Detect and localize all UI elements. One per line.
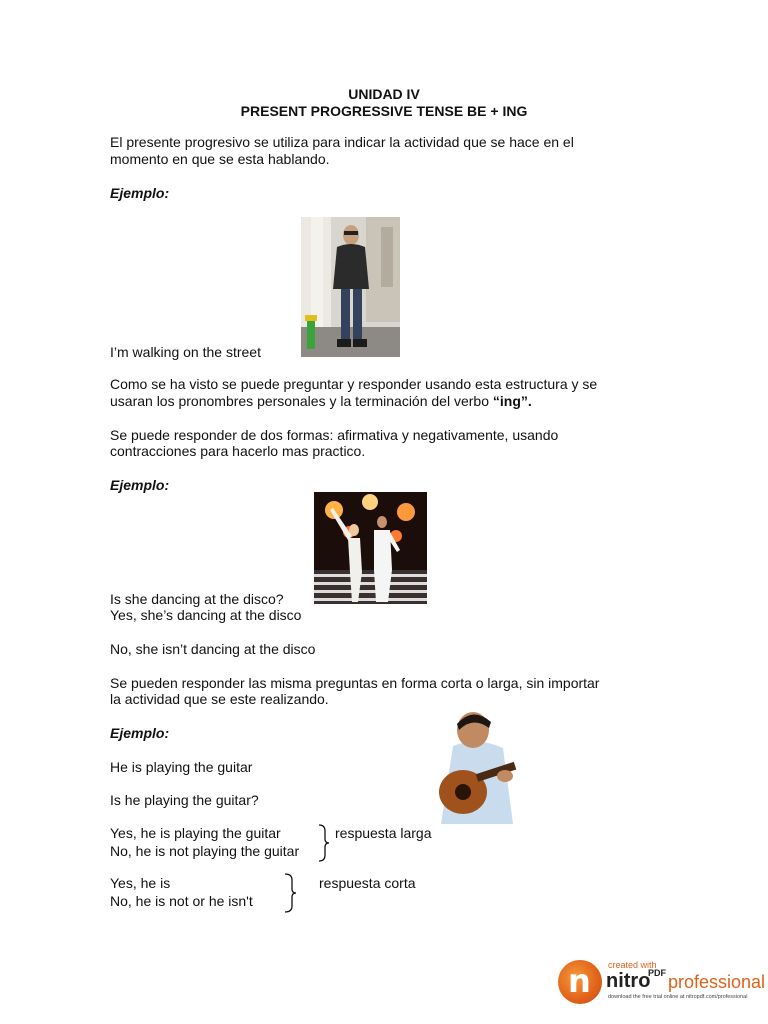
logo-nitro-word: nitro [606, 970, 651, 992]
ing-highlight: “ing”. [492, 393, 532, 409]
logo-pdf-word: PDF [648, 968, 666, 978]
short-answer-label: respuesta corta [319, 875, 416, 891]
logo-created-with: created with [608, 960, 657, 970]
long-answer-yes: Yes, he is playing the guitar [110, 825, 281, 841]
unit-heading: UNIDAD IV [348, 86, 420, 102]
disco-dancers-photo [314, 492, 427, 604]
guitar-player-photo [433, 706, 521, 824]
paragraph3-line-2: contracciones para hacerlo mas practico. [110, 443, 366, 459]
short-answer-brace [282, 872, 298, 914]
paragraph2-line-1: Como se ha visto se puede preguntar y responder usando esta estructura y se [110, 376, 598, 392]
page-title: PRESENT PROGRESSIVE TENSE BE + ING [240, 103, 528, 119]
example1-sentence: I’m walking on the street [110, 344, 261, 360]
example-label-1: Ejemplo: [110, 185, 170, 201]
paragraph4-line-2: la actividad que se este realizando. [110, 691, 329, 707]
short-answer-yes: Yes, he is [110, 875, 171, 891]
logo-professional-word: professional [668, 972, 766, 992]
long-answer-label: respuesta larga [335, 825, 432, 841]
intro-line-1: El presente progresivo se utiliza para indicar la actividad que se hace en el [110, 134, 574, 150]
example-label-3: Ejemplo: [110, 725, 170, 741]
paragraph4-line-1: Se pueden responder las misma preguntas en forma corta o larga, sin importar [110, 675, 600, 691]
example2-affirmative: Yes, she’s dancing at the disco [110, 607, 302, 623]
walking-man-photo [301, 217, 400, 357]
paragraph3-line-1: Se puede responder de dos formas: afirmativa y negativamente, usando [110, 427, 559, 443]
example3-question: Is he playing the guitar? [110, 792, 259, 808]
nitro-logo-letter: n [568, 962, 591, 1000]
nitro-pdf-logo [556, 956, 764, 1008]
long-answer-no: No, he is not playing the guitar [110, 843, 300, 859]
example3-statement: He is playing the guitar [110, 759, 253, 775]
example-label-2: Ejemplo: [110, 477, 170, 493]
example2-question: Is she dancing at the disco? [110, 591, 284, 607]
intro-line-2: momento en que se esta hablando. [110, 151, 330, 167]
example2-negative: No, she isn’t dancing at the disco [110, 641, 316, 657]
long-answer-brace [316, 823, 332, 863]
logo-tagline: download the free trial online at nitropdf.com/professional [608, 994, 748, 1000]
paragraph2-line-2 [110, 393, 532, 410]
paragraph2-line-2-text: usaran los pronombres personales y la terminación del verbo [110, 393, 493, 409]
short-answer-no: No, he is not or he isn't [110, 893, 253, 909]
